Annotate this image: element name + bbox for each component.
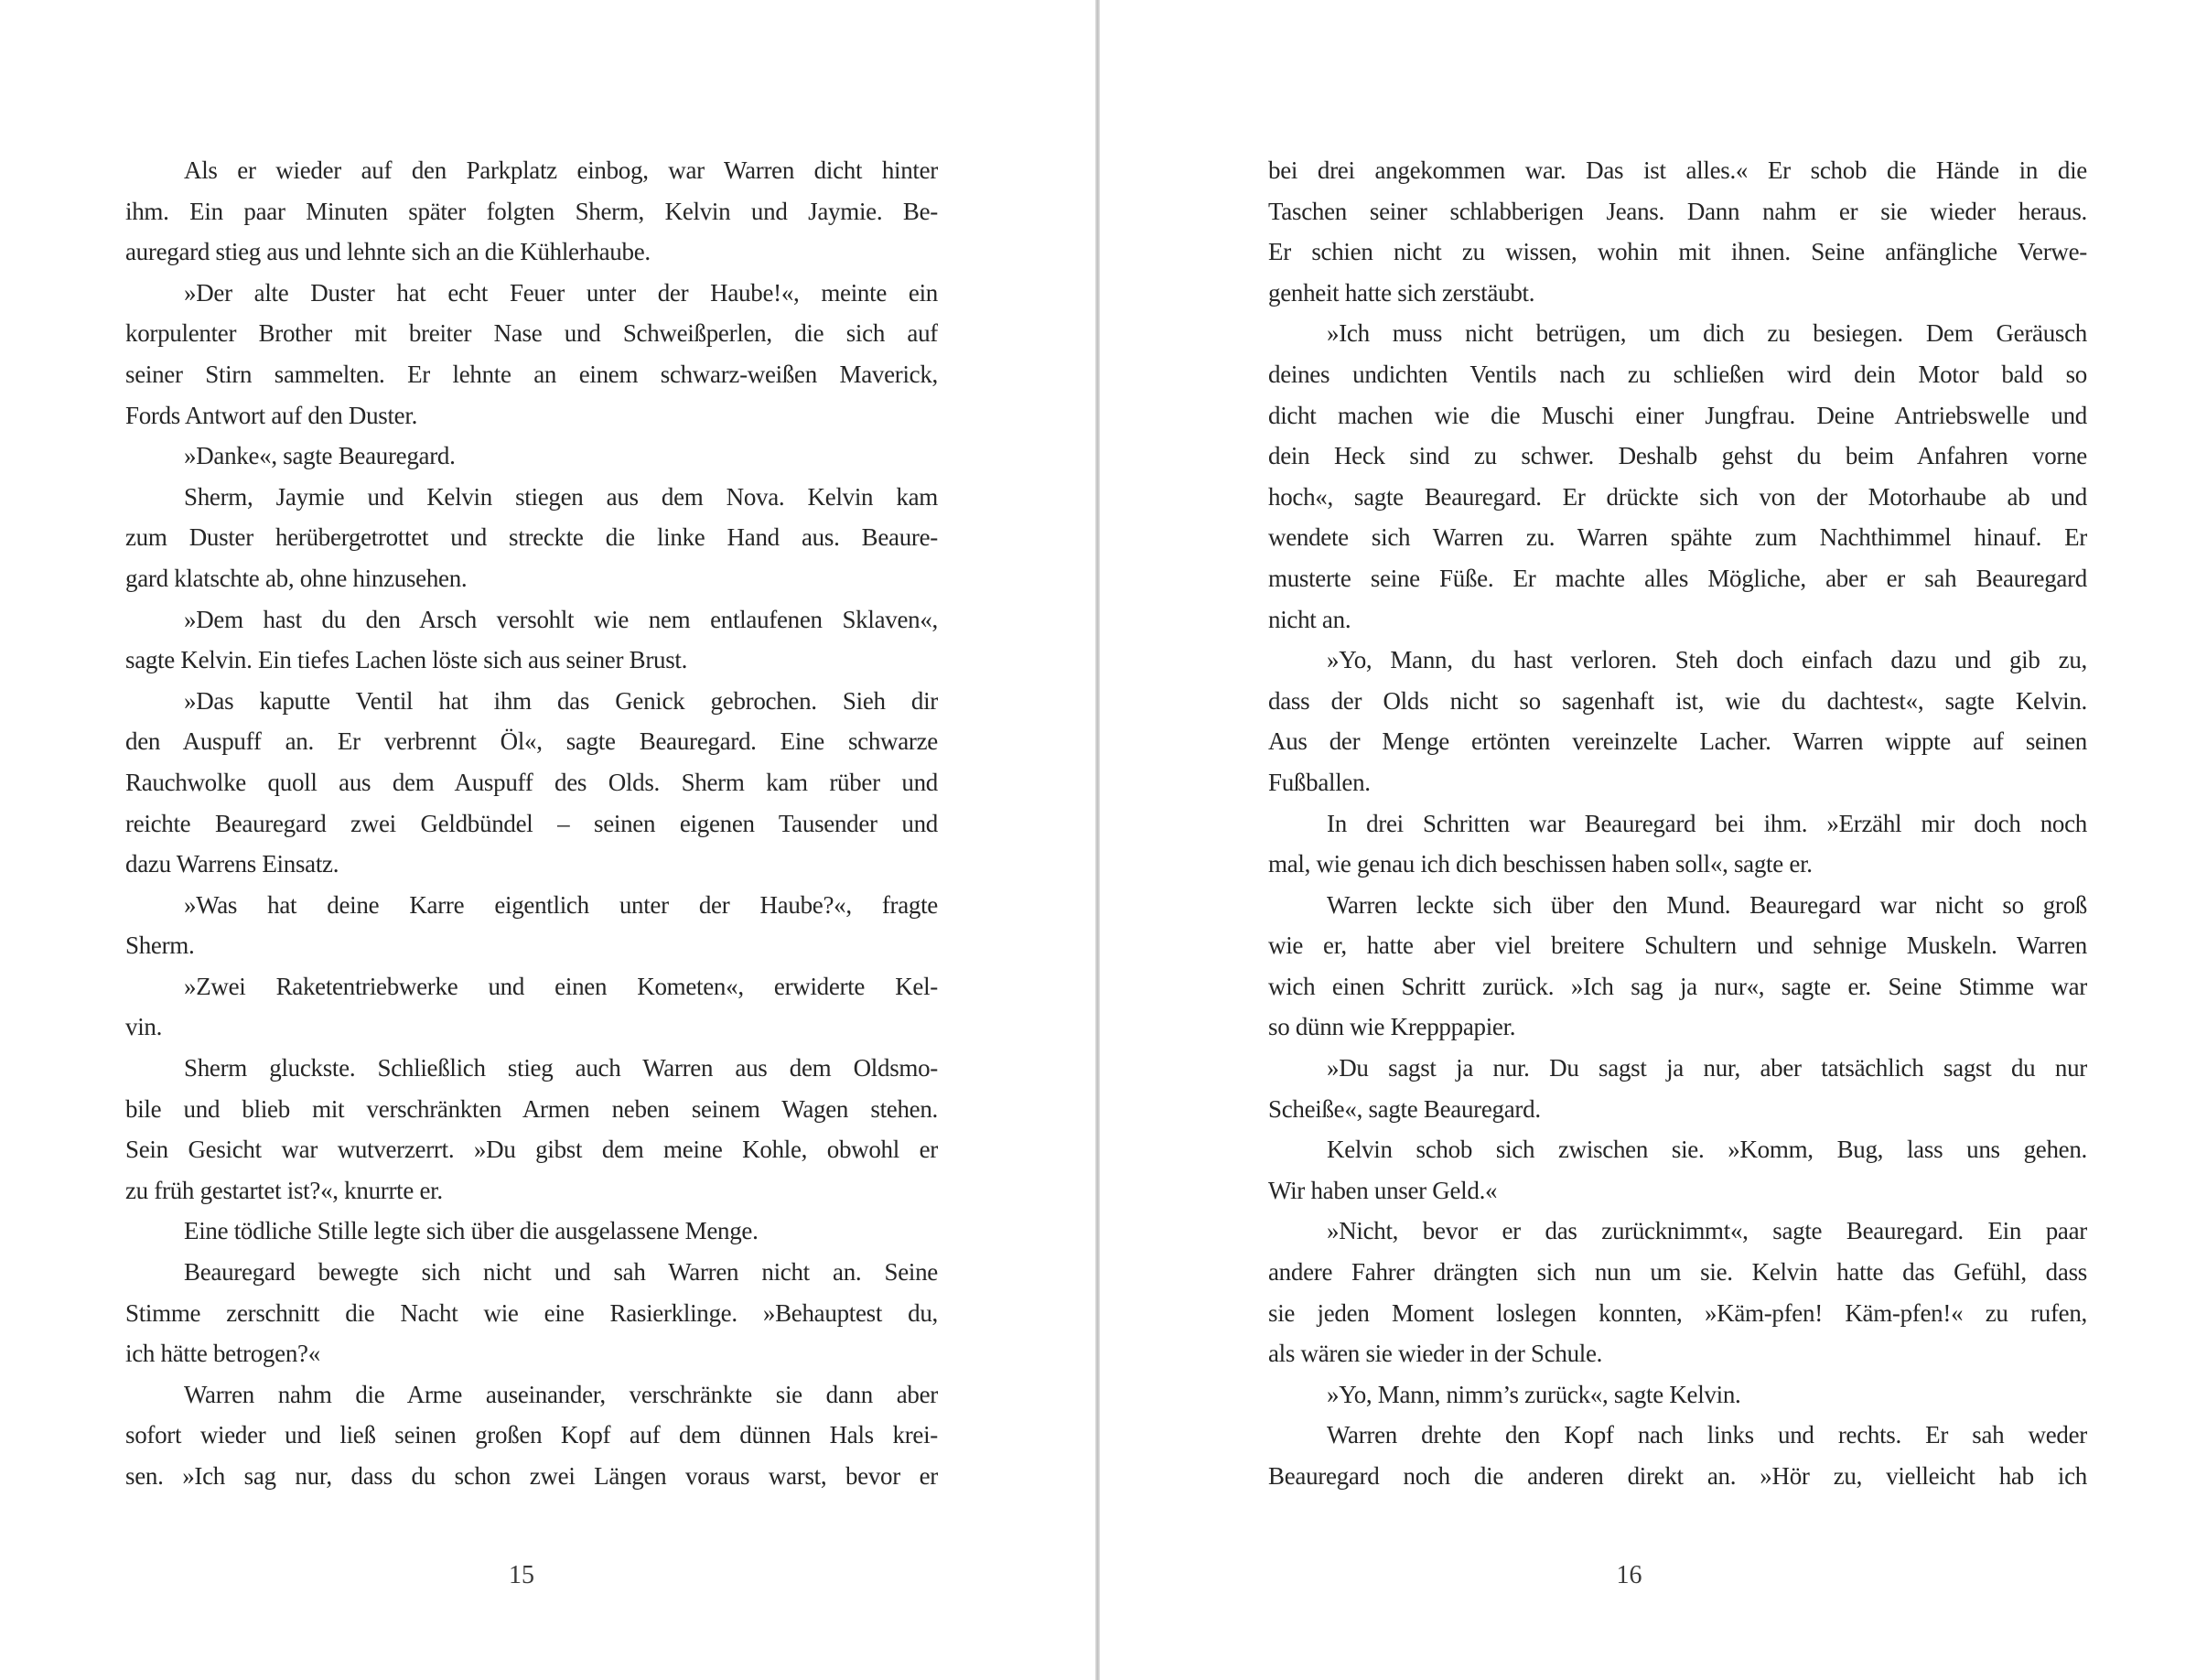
text-line: »Yo, Mann, nimm’s zurück«, sagte Kelvin. — [1327, 1380, 1741, 1408]
text-line: »Der alte Duster hat echt Feuer unter der Haube!«, meinte ein — [184, 278, 938, 307]
text-line: auregard stieg aus und lehnte sich an die Kühlerhaube. — [125, 238, 651, 266]
text-line: Rauchwolke quoll aus dem Auspuff des Olds. Sherm kam rüber und — [125, 768, 938, 796]
text-line: sen. »Ich sag nur, dass du schon zwei Längen voraus warst, bevor er — [125, 1462, 938, 1490]
text-line: ihm. Ein paar Minuten später folgten Sherm, Kelvin und Jaymie. Be- — [125, 197, 938, 225]
text-line: zu früh gestartet ist?«, knurrte er. — [125, 1176, 443, 1204]
text-line: sagte Kelvin. Ein tiefes Lachen löste sich aus seiner Brust. — [125, 646, 688, 674]
text-line: »Du sagst ja nur. Du sagst ja nur, aber tatsächlich sagst du nur — [1327, 1054, 2087, 1082]
text-line: genheit hatte sich zerstäubt. — [1268, 278, 1535, 307]
text-line: »Yo, Mann, du hast verloren. Steh doch einfach dazu und gib zu, — [1327, 646, 2087, 674]
text-line: »Dem hast du den Arsch versohlt wie nem entlaufenen Sklaven«, — [184, 605, 938, 633]
text-line: seiner Stirn sammelten. Er lehnte an einem schwarz-weißen Maverick, — [125, 360, 938, 388]
text-line: dass der Olds nicht so sagenhaft ist, wie du dachtest«, sagte Kelvin. — [1268, 686, 2087, 715]
text-line: Sherm gluckste. Schließlich stieg auch Warren aus dem Oldsmo- — [184, 1054, 938, 1082]
text-line: »Das kaputte Ventil hat ihm das Genick gebrochen. Sieh dir — [184, 686, 938, 715]
text-line: sofort wieder und ließ seinen großen Kopf auf dem dünnen Hals krei- — [125, 1421, 938, 1449]
text-line: korpulenter Brother mit breiter Nase und Schweißperlen, die sich auf — [125, 319, 938, 348]
text-line: dazu Warrens Einsatz. — [125, 850, 339, 878]
text-line: bile und blieb mit verschränkten Armen neben seinem Wagen stehen. — [125, 1094, 938, 1123]
text-line: zum Duster herübergetrottet und streckte die linke Hand aus. Beaure- — [125, 523, 938, 552]
text-line: Fords Antwort auf den Duster. — [125, 401, 418, 429]
text-line: sie jeden Moment loslegen konnten, »Käm-pfen! Käm-pfen!« zu rufen, — [1268, 1298, 2087, 1327]
text-line: »Danke«, sagte Beauregard. — [184, 442, 456, 470]
text-line: In drei Schritten war Beauregard bei ihm. »Erzähl mir doch noch — [1327, 809, 2087, 837]
text-line: so dünn wie Krepppapier. — [1268, 1013, 1516, 1041]
text-line: Kelvin schob sich zwischen sie. »Komm, Bug, lass uns gehen. — [1327, 1136, 2087, 1164]
text-line: »Ich muss nicht betrügen, um dich zu besiegen. Dem Geräusch — [1327, 319, 2087, 348]
page-left — [125, 150, 938, 1632]
page-number: 15 — [509, 1561, 534, 1589]
text-line: Aus der Menge ertönten vereinzelte Lacher. Warren wippte auf seinen — [1268, 727, 2087, 756]
text-line: reichte Beauregard zwei Geldbündel – seinen eigenen Tausender und — [125, 809, 938, 837]
page-number: 16 — [1616, 1561, 1642, 1589]
text-line: »Was hat deine Karre eigentlich unter der Haube?«, fragte — [184, 890, 938, 919]
text-line: wich einen Schritt zurück. »Ich sag ja nur«, sagte er. Seine Stimme war — [1268, 972, 2087, 1000]
text-line: dicht machen wie die Muschi einer Jungfrau. Deine Antriebswelle und — [1268, 401, 2087, 429]
page-right — [1268, 150, 2087, 1632]
text-line: Warren leckte sich über den Mund. Beauregard war nicht so groß — [1327, 890, 2087, 919]
text-line: Scheiße«, sagte Beauregard. — [1268, 1094, 1541, 1123]
page-text — [1268, 150, 2087, 1497]
text-line: Warren nahm die Arme auseinander, verschränkte sie dann aber — [184, 1380, 938, 1408]
text-line: nicht an. — [1268, 605, 1351, 633]
text-line: den Auspuff an. Er verbrennt Öl«, sagte Beauregard. Eine schwarze — [125, 727, 938, 756]
text-line: wendete sich Warren zu. Warren spähte zum Nachthimmel hinauf. Er — [1268, 523, 2087, 552]
text-line: ich hätte betrogen?« — [125, 1340, 320, 1368]
text-line: als wären sie wieder in der Schule. — [1268, 1340, 1603, 1368]
text-line: »Nicht, bevor er das zurücknimmt«, sagte Beauregard. Ein paar — [1327, 1217, 2087, 1245]
text-line: bei drei angekommen war. Das ist alles.« Er schob die Hände in die — [1268, 156, 2087, 184]
text-line: Beauregard noch die anderen direkt an. »Hör zu, vielleicht hab ich — [1268, 1462, 2087, 1490]
text-line: Sherm. — [125, 932, 195, 960]
text-line: Stimme zerschnitt die Nacht wie eine Rasierklinge. »Behauptest du, — [125, 1298, 938, 1327]
text-line: dein Heck sind zu schwer. Deshalb gehst du beim Anfahren vorne — [1268, 442, 2087, 470]
text-line: wie er, hatte aber viel breitere Schultern und sehnige Muskeln. Warren — [1268, 932, 2087, 960]
text-line: Taschen seiner schlabberigen Jeans. Dann nahm er sie wieder heraus. — [1268, 197, 2087, 225]
text-line: Fußballen. — [1268, 768, 1371, 796]
text-line: Als er wieder auf den Parkplatz einbog, war Warren dicht hinter — [184, 156, 938, 184]
page-text — [125, 150, 938, 1497]
text-line: mal, wie genau ich dich beschissen haben soll«, sagte er. — [1268, 850, 1813, 878]
text-line: Sein Gesicht war wutverzerrt. »Du gibst dem meine Kohle, obwohl er — [125, 1136, 938, 1164]
text-line: vin. — [125, 1013, 163, 1041]
text-line: deines undichten Ventils nach zu schließen wird dein Motor bald so — [1268, 360, 2087, 388]
text-line: Wir haben unser Geld.« — [1268, 1176, 1498, 1204]
text-line: gard klatschte ab, ohne hinzusehen. — [125, 564, 468, 592]
text-line: musterte seine Füße. Er machte alles Mögliche, aber er sah Beauregard — [1268, 564, 2087, 592]
text-line: »Zwei Raketentriebwerke und einen Kometen«, erwiderte Kel- — [184, 972, 938, 1000]
text-line: hoch«, sagte Beauregard. Er drückte sich von der Motorhaube ab und — [1268, 482, 2087, 511]
page-divider — [1095, 0, 1100, 1680]
text-line: Eine tödliche Stille legte sich über die ausgelassene Menge. — [184, 1217, 759, 1245]
text-line: Sherm, Jaymie und Kelvin stiegen aus dem Nova. Kelvin kam — [184, 482, 938, 511]
text-line: Beauregard bewegte sich nicht und sah Warren nicht an. Seine — [184, 1258, 938, 1287]
text-line: Er schien nicht zu wissen, wohin mit ihnen. Seine anfängliche Verwe- — [1268, 238, 2087, 266]
text-line: andere Fahrer drängten sich nun um sie. Kelvin hatte das Gefühl, dass — [1268, 1258, 2087, 1287]
text-line: Warren drehte den Kopf nach links und rechts. Er sah weder — [1327, 1421, 2087, 1449]
